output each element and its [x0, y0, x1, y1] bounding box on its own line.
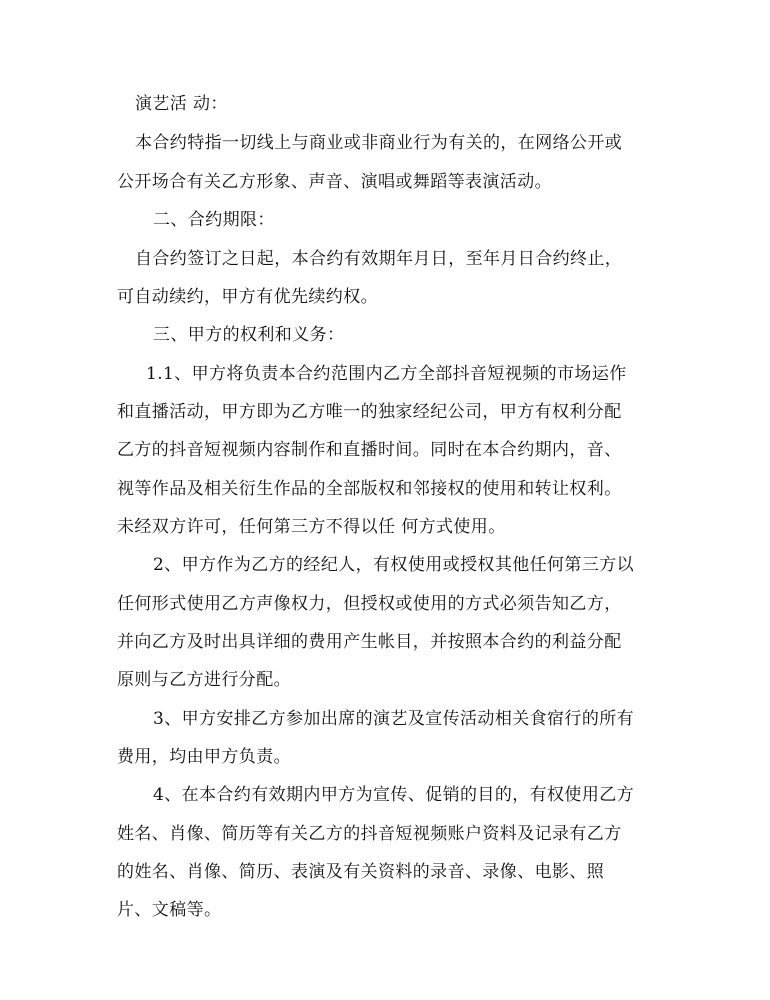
- text-line: 乙方的抖音短视频内容制作和直播时间。同时在本合约期内，音、: [117, 440, 622, 460]
- text-line: 未经双方许可，任何第三方不得以任 何方式使用。: [117, 517, 506, 537]
- text-line: 本合约特指一切线上与商业或非商业行为有关的，在网络公开或: [135, 133, 623, 153]
- text-line: 视等作品及相关衍生作品的全部版权和邻接权的使用和转让权利。: [117, 479, 622, 499]
- text-line: 和直播活动，甲方即为乙方唯一的独家经纪公司，甲方有权利分配: [117, 402, 622, 422]
- text-line: 自合约签订之日起，本合约有效期年月日，至年月日合约终止，: [135, 249, 623, 269]
- text-line: 4、在本合约有效期内甲方为宣传、促销的目的，有权使用乙方: [153, 785, 635, 805]
- text-line: 公开场合有关乙方形象、声音、演唱或舞蹈等表演活动。: [117, 172, 552, 192]
- text-line: 演艺活 动：: [135, 94, 228, 114]
- text-line: 原则与乙方进行分配。: [117, 670, 291, 690]
- text-line: 的姓名、肖像、简历、表演及有关资料的录音、录像、电影、照: [117, 862, 605, 882]
- text-line: 二、合约期限：: [153, 210, 275, 230]
- text-line: 三、甲方的权利和义务：: [153, 325, 345, 345]
- text-line: 1.1、甲方将负责本合约范围内乙方全部抖音短视频的市场运作: [146, 364, 627, 384]
- text-line: 2、甲方作为乙方的经纪人，有权使用或授权其他任何第三方以: [153, 555, 635, 575]
- text-line: 3、甲方安排乙方参加出席的演艺及宣传活动相关食宿行的所有: [153, 709, 635, 729]
- text-line: 可自动续约，甲方有优先续约权。: [117, 287, 378, 307]
- text-line: 费用，均由甲方负责。: [117, 747, 291, 767]
- text-line: 任何形式使用乙方声像权力，但授权或使用的方式必须告知乙方，: [117, 594, 622, 614]
- text-line: 姓名、肖像、简历等有关乙方的抖音短视频账户资料及记录有乙方: [117, 824, 622, 844]
- text-line: 片、文稿等。: [117, 900, 222, 920]
- text-line: 并向乙方及时出具详细的费用产生帐目，并按照本合约的利益分配: [117, 632, 622, 652]
